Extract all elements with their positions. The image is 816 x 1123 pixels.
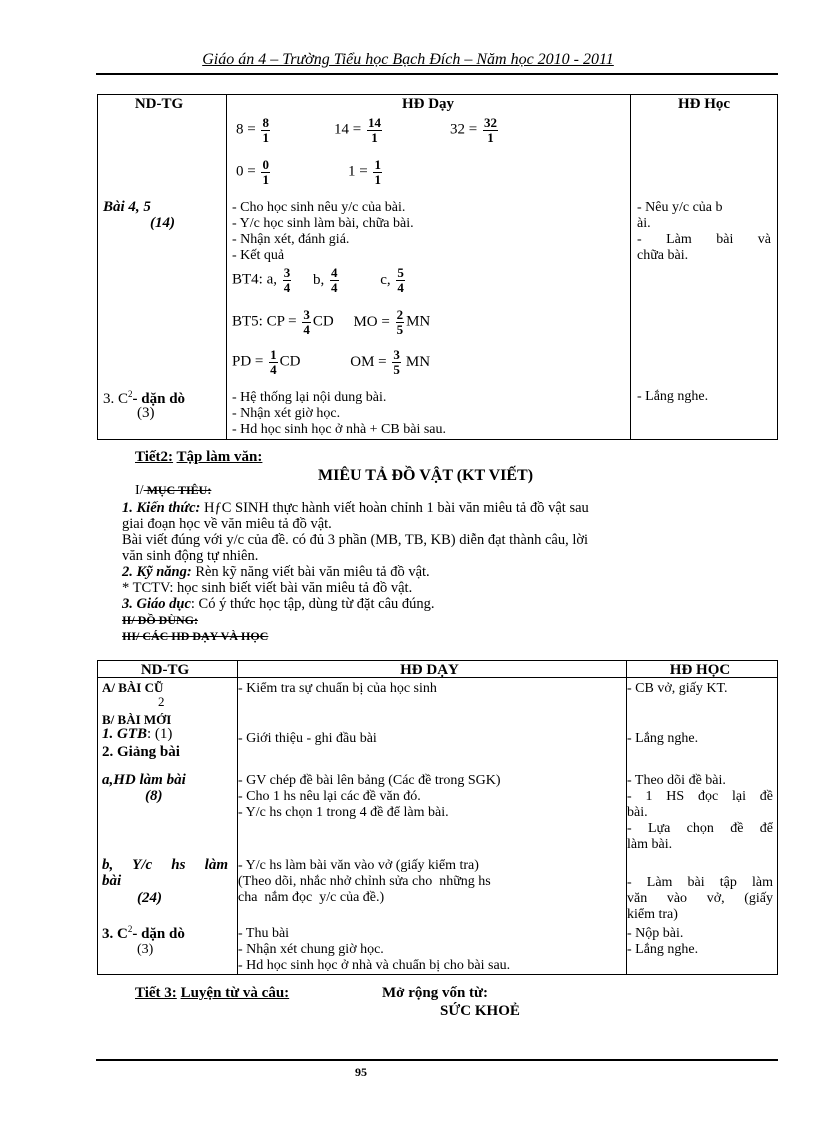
- col-nd-tg: [98, 95, 227, 440]
- table1-header-nd: ND-TG: [134, 96, 184, 112]
- t2-bai-moi-label: B/ BÀI MỚI: [102, 712, 172, 727]
- t2-bai-cu-day: - Kiểm tra sự chuẩn bị của học sinh: [238, 681, 437, 696]
- table2-header-day: HĐ DẠY: [400, 662, 459, 678]
- row-dan-do-time: (3): [137, 405, 155, 421]
- row-bai-4-5-label: Bài 4, 5: [103, 199, 151, 215]
- t2-dan-do-day: - Thu bài - Nhận xét chung giờ học. - Hd học sinh học ở nhà và chuẩn bị cho bài sau.: [238, 926, 511, 973]
- lesson3-heading: Tiết 3: Luyện từ và câu:: [135, 985, 290, 1001]
- t2-hd-lam-bai-time: (8): [145, 788, 163, 804]
- t2-gtb-label: 1. GTB: (1): [102, 726, 173, 742]
- page-header-title: Giáo án 4 – Trường Tiểu học Bạch Đích – Năm học 2010 - 2011: [202, 51, 614, 68]
- fraction-eq-4: 0 = $\frac{0}{1}$: [236, 157, 269, 187]
- t2-hd-lam-bai-day: - GV chép đề bài lên bảng (Các đề trong SGK) - Cho 1 hs nêu lại các đề văn đó. - Y/c hs chọn 1 trong 4 đề để làm bài.: [238, 773, 501, 820]
- t2-dan-do-label: 3. $C^2-$ dặn dò: [102, 924, 185, 942]
- table1-header-hoc: HĐ Học: [677, 96, 731, 112]
- fraction-eq-1: 8 = $\frac{8}{1}$: [236, 115, 269, 145]
- t2-gioi-thieu-hoc: - Lắng nghe.: [627, 731, 699, 746]
- lesson2-heading: Tiết2: Tập làm văn:: [135, 449, 263, 465]
- t2-yc-lam-bai-day: - Y/c hs làm bài văn vào vở (giấy kiểm tra) (Theo dõi, nhắc nhở chỉnh sửa cho những hs cha nắm đọc y/c của đề.): [238, 858, 491, 905]
- table2-header-hoc: HĐ HỌC: [669, 662, 731, 678]
- fraction-eq-2: 14 = $\frac{14}{1}$: [334, 115, 381, 145]
- t2-yc-lam-bai-label-2: bài: [102, 873, 122, 889]
- fraction-eq-3: 32 = $\frac{32}{1}$: [450, 115, 497, 145]
- t2-gioi-thieu-day: - Giới thiệu - ghi đầu bài: [238, 731, 377, 746]
- t2-hd-lam-bai-label: a,HD làm bài: [102, 772, 186, 788]
- t2-yc-lam-bai-hoc: - Làm bài tập làm văn vào vở, (giấy kiểm tra): [627, 875, 773, 922]
- t2-bai-cu-hoc: - CB vở, giấy KT.: [627, 681, 728, 696]
- fraction-eq-5: 1 = $\frac{1}{1}$: [348, 157, 381, 187]
- lesson3-title-1: Mở rộng vốn từ:: [382, 985, 489, 1001]
- t2-hd-lam-bai-hoc: - Theo dõi đề bài. - 1 HS đọc lại đề bài. - Lựa chọn đề để làm bài.: [627, 773, 773, 852]
- bt4-answers: BT4: a, $\frac{3}{4}$ b, $\frac{4}{4}$ c, $\frac{5}{4}$: [232, 265, 404, 295]
- t2-yc-lam-bai-label: b, Y/c hs làm: [102, 857, 228, 873]
- row-dan-do-hoc: - Lắng nghe.: [637, 389, 709, 404]
- bt5-answers-1: BT5: CP = $\frac{3}{4}$ CD MO = $\frac{2}{5}$ MN: [232, 307, 431, 337]
- lesson3-title-2: SỨC KHOẺ: [440, 1003, 520, 1019]
- page-number: 95: [355, 1065, 367, 1079]
- row-dan-do-day: - Hệ thống lại nội dung bài. - Nhận xét giờ học. - Hd học sinh học ở nhà + CB bài sau.: [232, 390, 446, 437]
- bt5-answers-2: PD = $\frac{1}{4}$ CD OM = $\frac{3}{5}$ MN: [232, 347, 431, 377]
- table2-header-nd: ND-TG: [140, 662, 190, 678]
- row-bai-4-5-time: (14): [150, 215, 175, 231]
- t2-bai-cu-label: A/ BÀI CŨ: [102, 680, 164, 695]
- t2-giang-bai-label: 2. Giảng bài: [102, 744, 180, 760]
- t2-yc-lam-bai-time: (24): [137, 890, 162, 906]
- col-hd-hoc: [631, 95, 778, 440]
- row-bai-4-5-hoc: - Nêu y/c của b ài. - Làm bài và chữa bài.: [637, 200, 771, 263]
- row-bai-4-5-day: - Cho học sinh nêu y/c của bài. - Y/c học sinh làm bài, chữa bài. - Nhận xét, đánh giá. - Kết quả: [232, 200, 414, 263]
- lesson2-title: MIÊU TẢ ĐỒ VẬT (KT VIẾT): [318, 467, 534, 484]
- footer-rule: [96, 1059, 778, 1061]
- lesson2-objectives: 1. Kiến thức: HƒC SINH thực hành viết hoàn chỉnh 1 bài văn miêu tả đồ vật sau giai đoạn học về văn miêu tả đồ vật. Bài viết đúng với y/c của đề. có đủ 3 phần (MB, TB, KB) diễn đạt thành câu, lời văn sinh động tự nhiên. 2. Kỹ năng: Rèn kỹ năng viết bài văn miêu tả đồ vật. * TCTV: học sinh biết viết bài văn miêu tả đồ vật. 3. Giáo dục: Có ý thức học tập, dùng từ đặt câu đúng. II/ ĐỒ DÙNG: III/ CÁC HĐ DẠY VÀ HỌC: [122, 500, 589, 643]
- header-rule: [96, 73, 778, 75]
- t2-dan-do-hoc: - Nộp bài. - Lắng nghe.: [627, 926, 699, 957]
- row-dan-do-label: 3. $C^2-$ dặn dò: [103, 389, 186, 407]
- muc-tieu-heading: I/ MỤC TIÊU:: [135, 483, 212, 498]
- t2-dan-do-time: (3): [137, 942, 154, 957]
- table1-header-day: HĐ Dạy: [401, 96, 455, 112]
- t2-bai-cu-time: 2: [158, 694, 165, 709]
